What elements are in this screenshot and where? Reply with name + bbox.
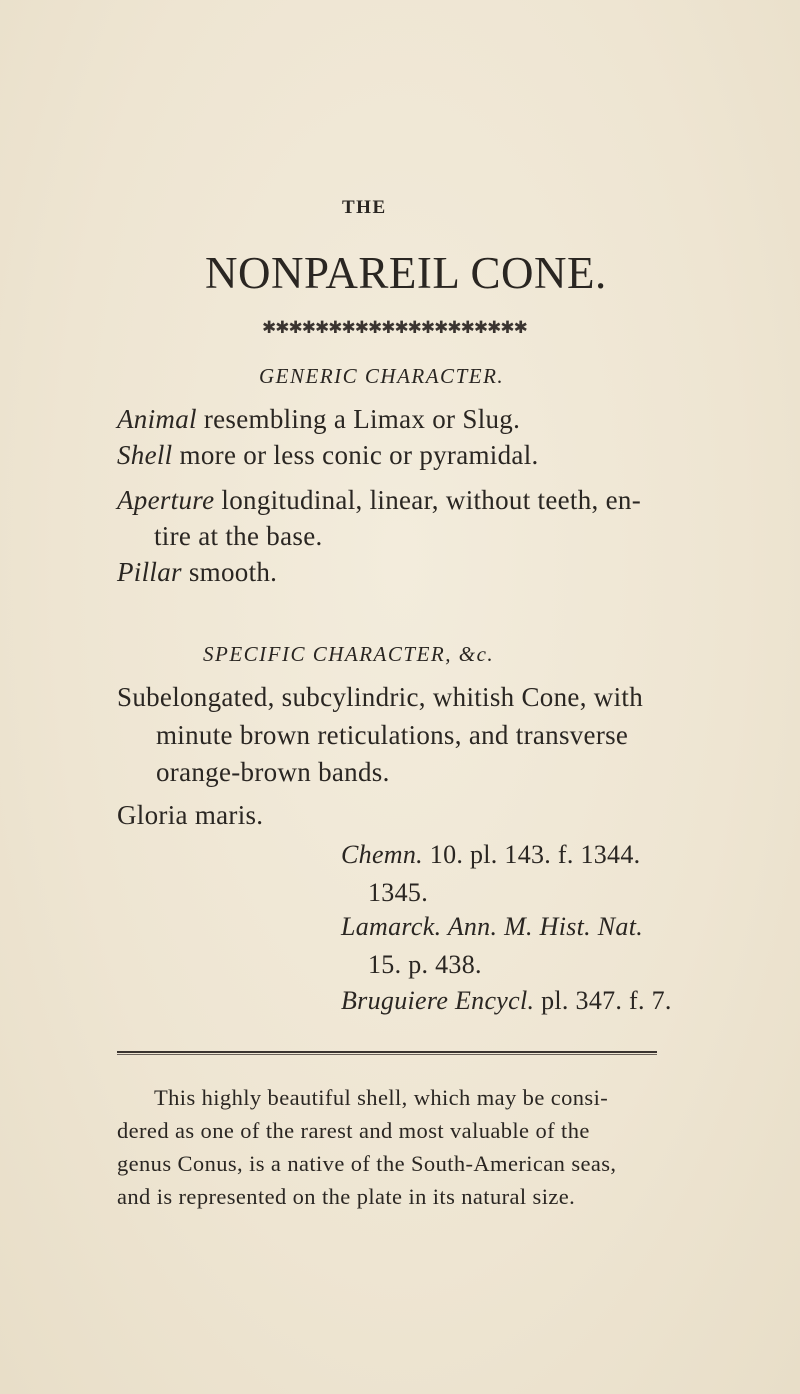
ref-text-bruguiere: pl. 347. f. 7. bbox=[534, 986, 672, 1015]
ref-bruguiere bbox=[341, 986, 672, 1016]
ref-author-bruguiere: Bruguiere Encycl. bbox=[341, 986, 535, 1015]
ref-lamarck bbox=[341, 912, 643, 942]
generic-line-pillar bbox=[117, 557, 277, 588]
description-line-2: minute brown reticulations, and transverse bbox=[156, 720, 629, 750]
asterisk-ornament: ✱✱✱✱✱✱✱✱✱✱✱✱✱✱✱✱✱✱✱✱ bbox=[262, 318, 527, 337]
generic-line-shell bbox=[117, 440, 539, 471]
ref-author-lamarck: Lamarck. Ann. M. Hist. Nat. bbox=[341, 912, 644, 941]
paragraph-line-4: and is represented on the plate in its natural size. bbox=[117, 1184, 576, 1209]
generic-line-aperture-cont bbox=[154, 521, 323, 552]
ref-lamarck-cont bbox=[368, 950, 482, 980]
description-line-1: Subelongated, subcylindric, whitish Cone, with bbox=[117, 682, 643, 712]
generic-line-aperture bbox=[117, 485, 641, 516]
paragraph-line-2: dered as one of the rarest and most valuable of the bbox=[117, 1118, 590, 1143]
term-shell: Shell bbox=[117, 440, 173, 470]
paragraph-line-1: This highly beautiful shell, which may be consi- bbox=[154, 1085, 609, 1110]
specific-character-heading: SPECIFIC CHARACTER, &c. bbox=[203, 642, 495, 666]
description-line-3: orange-brown bands. bbox=[156, 757, 390, 787]
common-name: Gloria maris. bbox=[117, 800, 264, 830]
text-animal: resembling a Limax or Slug. bbox=[196, 404, 521, 434]
ref-text-chemnitz-cont: 1345. bbox=[368, 878, 428, 907]
ref-author-chemnitz: Chemn. bbox=[341, 840, 423, 869]
term-aperture: Aperture bbox=[117, 485, 215, 515]
generic-character-heading: GENERIC CHARACTER. bbox=[259, 364, 505, 388]
the-label: THE bbox=[342, 197, 387, 218]
text-pillar: smooth. bbox=[181, 557, 278, 587]
ref-text-chemnitz: 10. pl. 143. f. 1344. bbox=[422, 840, 641, 869]
term-animal: Animal bbox=[117, 404, 197, 434]
text-aperture-cont: tire at the base. bbox=[154, 521, 323, 551]
section-divider bbox=[117, 1051, 657, 1053]
ref-chemnitz bbox=[341, 840, 640, 870]
ref-chemnitz-cont bbox=[368, 878, 428, 908]
section-divider-thin bbox=[117, 1054, 657, 1055]
generic-line-animal bbox=[117, 404, 520, 435]
page-title: NONPAREIL CONE. bbox=[205, 248, 607, 298]
paragraph-line-3: genus Conus, is a native of the South-American seas, bbox=[117, 1151, 617, 1176]
text-aperture: longitudinal, linear, without teeth, en- bbox=[214, 485, 641, 515]
text-shell: more or less conic or pyramidal. bbox=[172, 440, 539, 470]
ref-text-lamarck-cont: 15. p. 438. bbox=[368, 950, 482, 979]
term-pillar: Pillar bbox=[117, 557, 182, 587]
